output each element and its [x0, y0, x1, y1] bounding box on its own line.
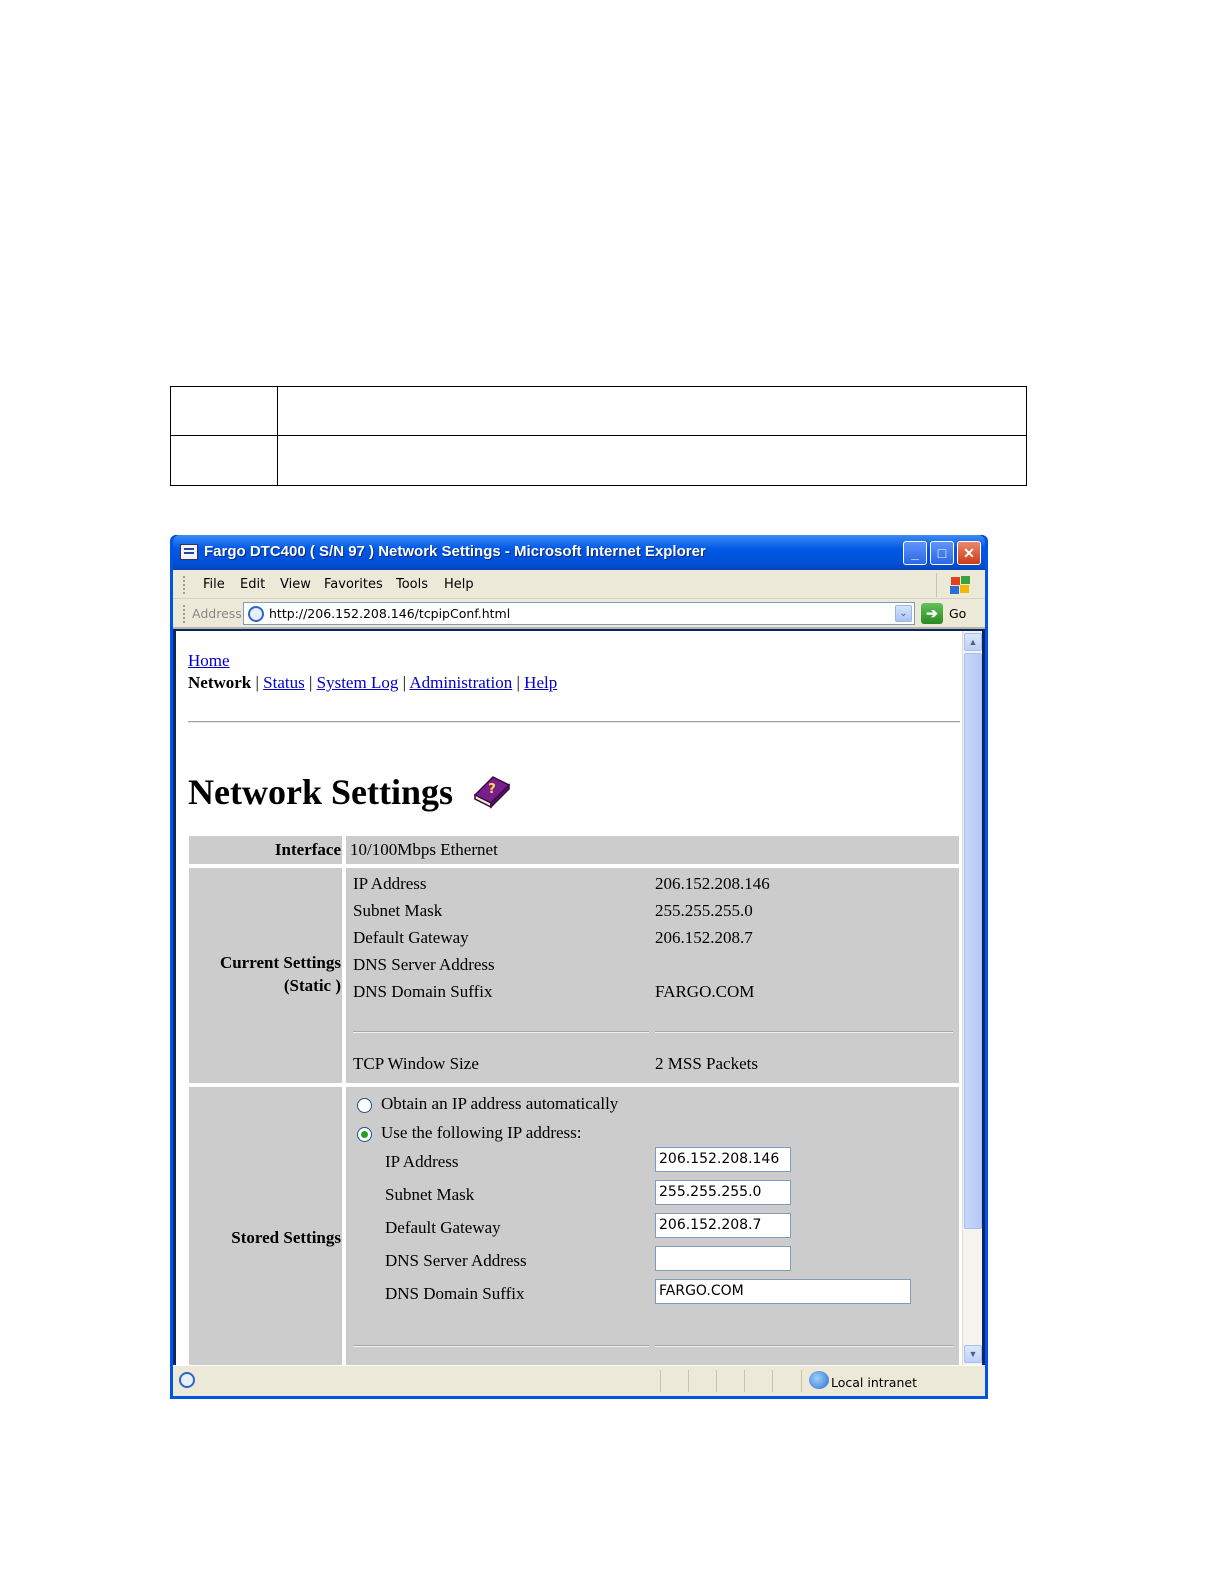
title-bar[interactable]: [173, 535, 985, 570]
toolbar-grip[interactable]: [183, 605, 186, 623]
stored-dns-input[interactable]: [655, 1246, 791, 1271]
tcp-window-value: 2 MSS Packets: [655, 1054, 758, 1073]
minimize-button[interactable]: _: [903, 541, 927, 565]
horizontal-rule: [188, 721, 960, 723]
ie-page-icon: [248, 606, 264, 622]
document-table: [170, 386, 1027, 486]
windows-logo-icon: [961, 576, 970, 584]
status-segment: [716, 1370, 717, 1392]
maximize-button[interactable]: □: [930, 541, 954, 565]
ie-window-icon[interactable]: [180, 544, 198, 560]
address-label: Address: [192, 606, 242, 621]
toolbar-grip[interactable]: [183, 576, 186, 594]
interface-value: 10/100Mbps Ethernet: [350, 840, 498, 859]
current-dns-label: DNS Server Address: [353, 955, 495, 974]
help-book-icon[interactable]: [471, 771, 511, 811]
current-settings-label: Current Settings: [219, 953, 341, 972]
address-url[interactable]: http://206.152.208.146/tcpipConf.html: [269, 606, 511, 621]
go-button[interactable]: Go: [949, 606, 967, 621]
nav-bar: [188, 673, 557, 693]
current-ip-label: IP Address: [353, 874, 427, 893]
status-segment: [744, 1370, 745, 1392]
stored-ip-input[interactable]: 206.152.208.146: [655, 1147, 791, 1172]
current-gateway-label: Default Gateway: [353, 928, 469, 947]
document-table-divider: [277, 387, 278, 485]
menu-file[interactable]: File: [203, 577, 225, 592]
page-viewport: [176, 631, 962, 1365]
current-gateway-value: 206.152.208.7: [655, 928, 753, 947]
menu-favorites[interactable]: Favorites: [324, 577, 383, 592]
radio-obtain-auto-label[interactable]: Obtain an IP address automatically: [381, 1094, 619, 1113]
stored-settings-label-cell: [189, 1087, 342, 1365]
window-title: Fargo DTC400 ( S/N 97 ) Network Settings - Microsoft Internet Explorer: [204, 543, 706, 560]
local-intranet-icon: [809, 1371, 829, 1389]
status-segment: [801, 1370, 802, 1392]
menu-bar: [173, 570, 985, 599]
current-settings-mode: (Static ): [283, 976, 341, 995]
address-input[interactable]: [243, 602, 915, 625]
nav-link-home[interactable]: Home: [188, 651, 230, 670]
stored-dns-label: DNS Server Address: [385, 1251, 527, 1270]
menu-view[interactable]: View: [280, 577, 311, 592]
current-domain-label: DNS Domain Suffix: [353, 982, 493, 1001]
svg-text:?: ?: [488, 782, 496, 797]
settings-table: [189, 836, 961, 1365]
close-button[interactable]: ✕: [957, 541, 981, 565]
document-table-row: [171, 436, 1026, 485]
status-segment: [772, 1370, 773, 1392]
current-subnet-label: Subnet Mask: [353, 901, 443, 920]
windows-logo-icon: [950, 586, 959, 594]
windows-logo-icon: [951, 577, 960, 585]
menu-tools[interactable]: Tools: [396, 577, 429, 592]
nav-separator: |: [402, 673, 406, 692]
section-divider: [353, 1345, 649, 1347]
section-divider: [655, 1345, 953, 1347]
current-domain-value: FARGO.COM: [655, 982, 755, 1001]
menu-help[interactable]: Help: [444, 577, 474, 592]
windows-logo-icon: [936, 573, 980, 597]
menu-edit[interactable]: Edit: [240, 577, 266, 592]
nav-separator: |: [308, 673, 313, 692]
scroll-up-icon[interactable]: ▲: [964, 633, 982, 651]
radio-use-static[interactable]: [357, 1127, 372, 1142]
chevron-down-icon[interactable]: ⌄: [895, 605, 912, 622]
address-bar: [173, 599, 985, 629]
page-title: Network Settings: [188, 772, 453, 812]
windows-logo-icon: [960, 585, 969, 593]
stored-domain-label: DNS Domain Suffix: [385, 1284, 525, 1303]
section-divider: [353, 1031, 649, 1033]
nav-separator: |: [255, 673, 259, 692]
vertical-scrollbar[interactable]: [962, 631, 982, 1365]
stored-domain-input[interactable]: FARGO.COM: [655, 1279, 911, 1304]
scrollbar-thumb[interactable]: [964, 653, 982, 1229]
stored-subnet-label: Subnet Mask: [385, 1185, 475, 1204]
security-zone: Local intranet: [831, 1375, 917, 1390]
nav-current-network: Network: [188, 673, 252, 692]
status-bar: [173, 1365, 985, 1396]
nav-link-administration[interactable]: Administration: [409, 673, 513, 692]
section-divider: [655, 1031, 953, 1033]
stored-subnet-input[interactable]: 255.255.255.0: [655, 1180, 791, 1205]
nav-link-status[interactable]: Status: [263, 673, 305, 692]
status-segment: [688, 1370, 689, 1392]
current-ip-value: 206.152.208.146: [655, 874, 770, 893]
stored-gateway-label: Default Gateway: [385, 1218, 501, 1237]
stored-ip-label: IP Address: [385, 1152, 459, 1171]
document-table-row: [171, 387, 1026, 436]
nav-link-system-log[interactable]: System Log: [316, 673, 399, 692]
stored-settings-label: Stored Settings: [231, 1228, 341, 1247]
nav-link-help[interactable]: Help: [524, 673, 558, 692]
scroll-down-icon[interactable]: ▼: [964, 1345, 982, 1363]
current-subnet-value: 255.255.255.0: [655, 901, 753, 920]
interface-label: Interface: [274, 840, 341, 859]
browser-window: [170, 535, 988, 1399]
radio-obtain-auto[interactable]: [357, 1098, 372, 1113]
tcp-window-label: TCP Window Size: [353, 1054, 479, 1073]
ie-page-icon: [179, 1372, 195, 1388]
nav-separator: |: [516, 673, 520, 692]
go-arrow-icon[interactable]: ➔: [921, 603, 943, 624]
status-segment: [660, 1370, 661, 1392]
stored-gateway-input[interactable]: 206.152.208.7: [655, 1213, 791, 1238]
radio-use-static-label[interactable]: Use the following IP address:: [381, 1123, 582, 1142]
